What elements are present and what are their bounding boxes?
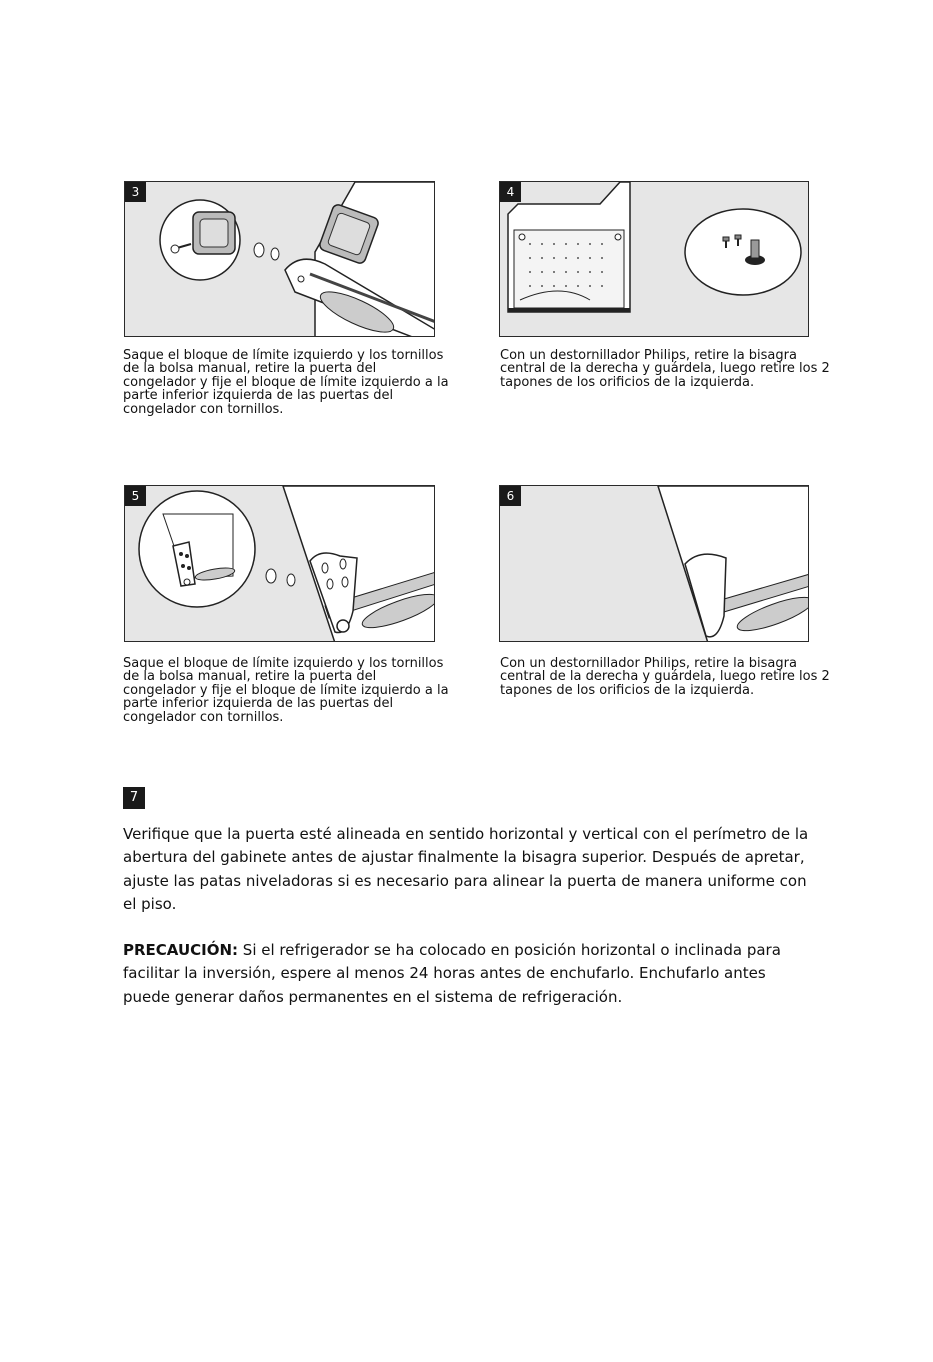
- step-4-badge: 4: [500, 182, 521, 202]
- step-5-caption: Saque el bloque de límite izquierdo y los tornillos de la bolsa manual, retire la puerta del congelador y fije el bloque de límite izquierdo a la parte inferior izquierda de las puertas del congelador con tornillos.: [123, 656, 449, 725]
- caution-paragraph: [123, 939, 813, 1009]
- step-4-caption: Con un destornillador Philips, retire la bisagra central de la derecha y guárdela, luego retire los 2 tapones de los orificios de la izquierda.: [500, 348, 830, 390]
- step-7-badge: 7: [123, 787, 145, 809]
- step-6-illustration: [499, 485, 809, 642]
- caution-label: PRECAUCIÓN:: [123, 941, 239, 959]
- limit-block-diagram: [125, 182, 435, 337]
- step-6-caption: Con un destornillador Philips, retire la bisagra central de la derecha y guárdela, luego retire los 2 tapones de los orificios de la izquierda.: [500, 656, 830, 698]
- step-5-badge: 5: [125, 486, 146, 506]
- step-5-illustration: [124, 485, 435, 642]
- step-3-caption: Saque el bloque de límite izquierdo y los tornillos de la bolsa manual, retire la puerta del congelador y fije el bloque de límite izquierdo a la parte inferior izquierda de las puertas del congelador con tornillos.: [123, 348, 449, 417]
- step-3-badge: 3: [125, 182, 146, 202]
- caution-text: Si el refrigerador se ha colocado en posición horizontal o inclinada para facilitar la inversión, espere al menos 24 horas antes de enchufarlo. Enchufarlo antes puede generar daños permanentes en el sistema de refrigeración.: [123, 941, 781, 1006]
- step-4-illustration: [499, 181, 809, 337]
- hinge-install-diagram: [125, 486, 435, 642]
- hinge-cover-diagram: [500, 486, 809, 642]
- cabinet-top-diagram: [500, 182, 809, 337]
- step-6-badge: 6: [500, 486, 521, 506]
- step-7-paragraph: Verifique que la puerta esté alineada en sentido horizontal y vertical con el perímetro de la abertura del gabinete antes de ajustar finalmente la bisagra superior. Después de apretar, ajuste las patas niveladoras si es necesario para alinear la puerta de manera uniforme con el piso.: [123, 825, 809, 913]
- step-3-illustration: [124, 181, 435, 337]
